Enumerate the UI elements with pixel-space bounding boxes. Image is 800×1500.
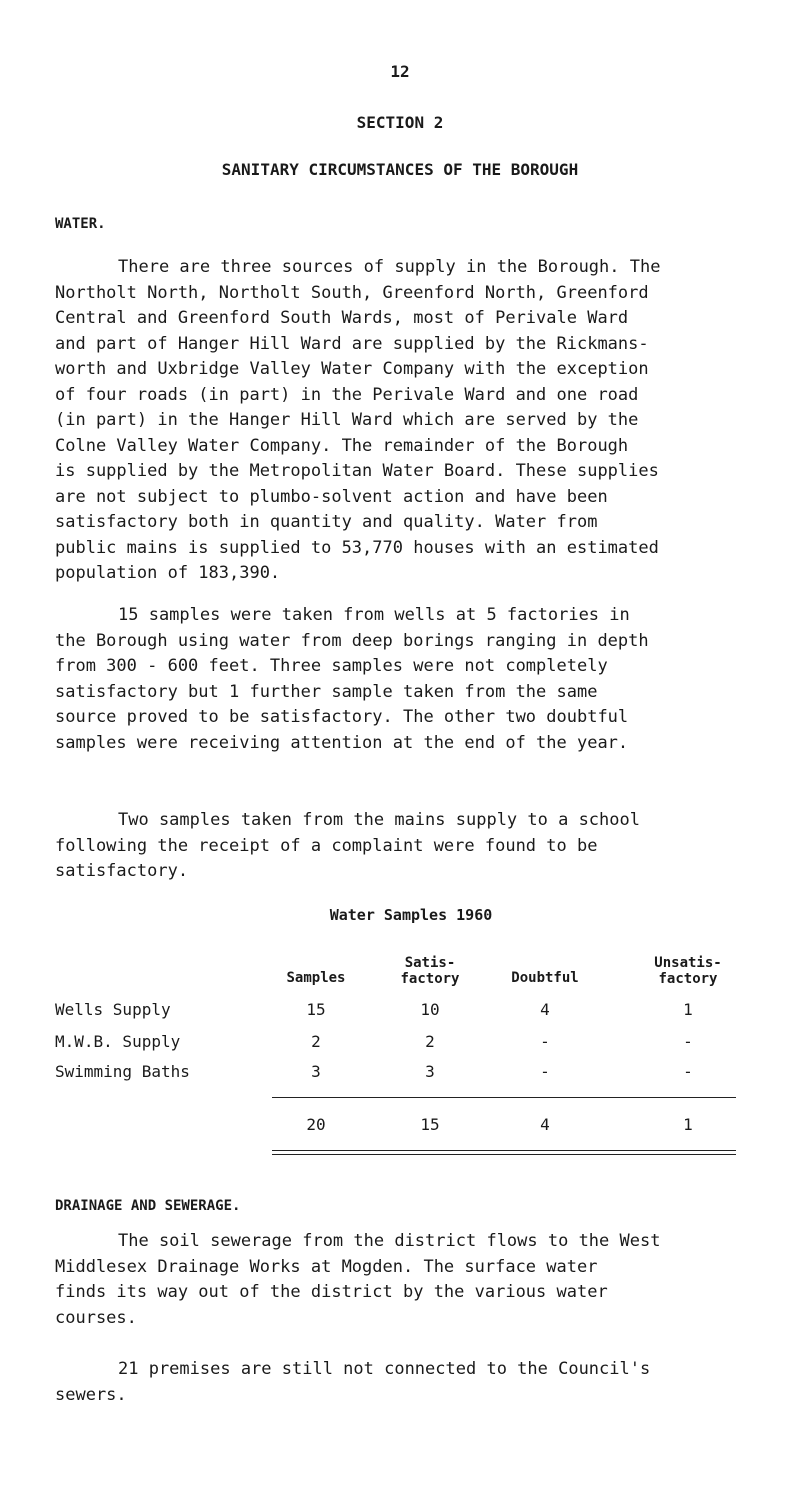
water-paragraph-3 [55,808,745,885]
table-cell: 4 [540,1000,550,1019]
water-paragraph-1 [55,255,745,587]
paragraph-line: 21 premises are still not connected to the Council's [118,1359,651,1379]
paragraph-line: Two samples taken from the mains supply to a school [118,810,640,830]
table-cell: 1 [683,1000,693,1019]
paragraph-line: There are three sources of supply in the Borough. The [118,257,661,277]
paragraph-line: Middlesex Drainage Works at Mogden. The surface water [55,1256,598,1277]
double-rule [272,1150,736,1151]
table-cell: 15 [306,1000,326,1019]
column-header [633,955,743,987]
table-cell: - [683,1062,693,1081]
column-header-line: Satis- [404,955,456,971]
table-cell: 2 [311,1032,321,1051]
section-title: SANITARY CIRCUMSTANCES OF THE BOROUGH [221,160,579,179]
paragraph-line: Colne Valley Water Company. The remainder of the Borough [55,435,629,456]
water-heading: WATER. [55,216,106,232]
paragraph-line: sewers. [55,1384,127,1405]
paragraph-line: population of 183,390. [55,563,281,583]
table-cell: - [540,1062,550,1081]
paragraph-line: and part of Hanger Hill Ward are supplied by the Rickmans- [55,333,649,354]
paragraph-line: courses. [55,1307,137,1328]
total-cell: 4 [540,1115,550,1134]
paragraph-line: following the receipt of a complaint were found to be [55,835,598,856]
table-cell: 10 [420,1000,440,1019]
paragraph-line: is supplied by the Metropolitan Water Board. These supplies [55,461,659,481]
paragraph-line: samples were receiving attention at the end of the year. [55,732,629,753]
column-header [490,970,600,986]
section-number: SECTION 2 [356,113,444,132]
paragraph-line: are not subject to plumbo-solvent action and have been [55,486,608,507]
row-label: Swimming Baths [55,1062,190,1081]
paragraph-line: source proved to be satisfactory. The other two doubtful [55,707,629,727]
paragraph-line: satisfactory both in quantity and quality. Water from [55,512,598,532]
paragraph-line: public mains is supplied to 53,770 houses with an estimated [55,537,659,558]
row-label: M.W.B. Supply [55,1032,181,1051]
paragraph-line: The soil sewerage from the district flows to the West [118,1231,661,1251]
row-label: Wells Supply [55,1000,171,1019]
drainage-paragraph-2 [55,1357,745,1408]
column-header-line: Unsatis- [654,955,722,971]
column-header-line: factory [658,971,718,987]
column-header-line: Samples [286,970,346,986]
total-cell: 20 [306,1115,326,1134]
paragraph-line: 15 samples were taken from wells at 5 factories in [118,605,630,625]
total-cell: 15 [420,1115,440,1134]
total-rule [272,1097,736,1098]
double-rule [272,1154,736,1155]
drainage-paragraph-1 [55,1229,745,1331]
paragraph-line: of four roads (in part) in the Perivale Ward and one road [55,384,639,405]
page-number: 12 [390,62,410,81]
paragraph-line: Northolt North, Northolt South, Greenford North, Greenford [55,282,649,303]
water-paragraph-2 [55,603,745,756]
paragraph-line: satisfactory but 1 further sample taken from the same [55,681,598,702]
paragraph-line: satisfactory. [55,861,189,881]
paragraph-line: (in part) in the Hanger Hill Ward which are served by the [55,410,639,430]
column-header [375,955,485,987]
column-header-line: factory [400,971,460,987]
table-cell: - [540,1032,550,1051]
paragraph-line: the Borough using water from deep borings ranging in depth [55,630,649,651]
column-header [261,970,371,986]
table-cell: 3 [425,1062,435,1081]
table-cell: 2 [425,1032,435,1051]
table-cell: - [683,1032,693,1051]
table-cell: 3 [311,1062,321,1081]
drainage-heading: DRAINAGE AND SEWERAGE. [55,1198,241,1214]
paragraph-line: Central and Greenford South Wards, most of Perivale Ward [55,308,629,328]
total-cell: 1 [683,1115,693,1134]
column-header-line: Doubtful [511,970,579,986]
paragraph-line: worth and Uxbridge Valley Water Company with the exception [55,359,649,379]
paragraph-line: from 300 - 600 feet. Three samples were not completely [55,656,608,676]
table-title: Water Samples 1960 [329,906,493,924]
paragraph-line: finds its way out of the district by the various water [55,1282,608,1302]
